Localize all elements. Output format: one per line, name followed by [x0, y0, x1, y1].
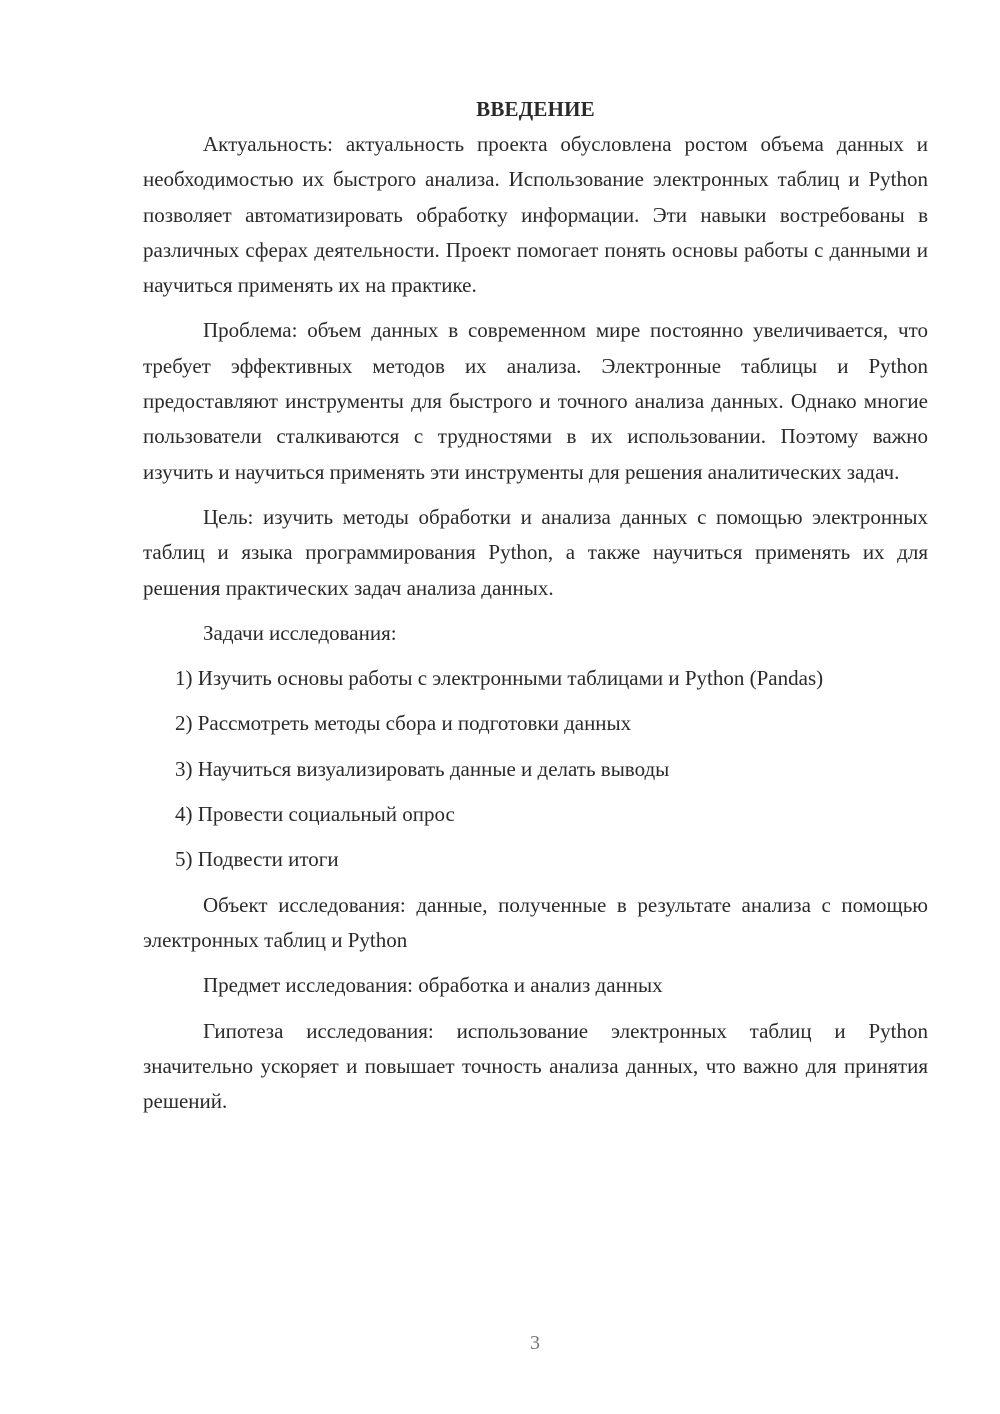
- paragraph-problem: Проблема: объем данных в современном мире постоянно увеличивается, что требует эффективных методов их анализа. Электронные таблицы и Python предоставляют инструменты для быстрого и точного анализа данных. Однако многие пользователи сталкиваются с трудностями в их использовании. Поэтому важно изучить и научиться применять эти инструменты для решения аналитических задач.: [143, 318, 928, 484]
- list-item: 3) Научиться визуализировать данные и делать выводы: [175, 756, 670, 781]
- paragraph-relevance: Актуальность: актуальность проекта обусловлена ростом объема данных и необходимостью их быстрого анализа. Использование электронных таблиц и Python позволяет автоматизировать обработку информации. Эти навыки востребованы в различных сферах деятельности. Проект помогает понять основы работы с данными и научиться применять их на практике.: [143, 132, 928, 298]
- list-item: 5) Подвести итоги: [175, 847, 339, 872]
- paragraph-subject: Предмет исследования: обработка и анализ данных: [203, 973, 663, 998]
- list-item: 2) Рассмотреть методы сбора и подготовки данных: [175, 711, 632, 736]
- page-number: 3: [530, 1332, 540, 1354]
- paragraph-tasks-intro: Задачи исследования:: [203, 620, 397, 645]
- list-item: 4) Провести социальный опрос: [175, 802, 455, 827]
- list-item: 1) Изучить основы работы с электронными таблицами и Python (Pandas): [175, 666, 824, 691]
- document-page: [143, 92, 928, 1129]
- paragraph-hypothesis: Гипотеза исследования: использование электронных таблиц и Python значительно ускоряет и повышает точность анализа данных, что важно для принятия решений.: [143, 1018, 928, 1114]
- paragraph-goal: Цель: изучить методы обработки и анализа данных с помощью электронных таблиц и языка программирования Python, а также научиться применять их для решения практических задач анализа данных.: [143, 504, 928, 600]
- section-heading: ВВЕДЕНИЕ: [476, 97, 595, 121]
- paragraph-object: Объект исследования: данные, полученные в результате анализа с помощью электронных таблиц и Python: [143, 892, 928, 952]
